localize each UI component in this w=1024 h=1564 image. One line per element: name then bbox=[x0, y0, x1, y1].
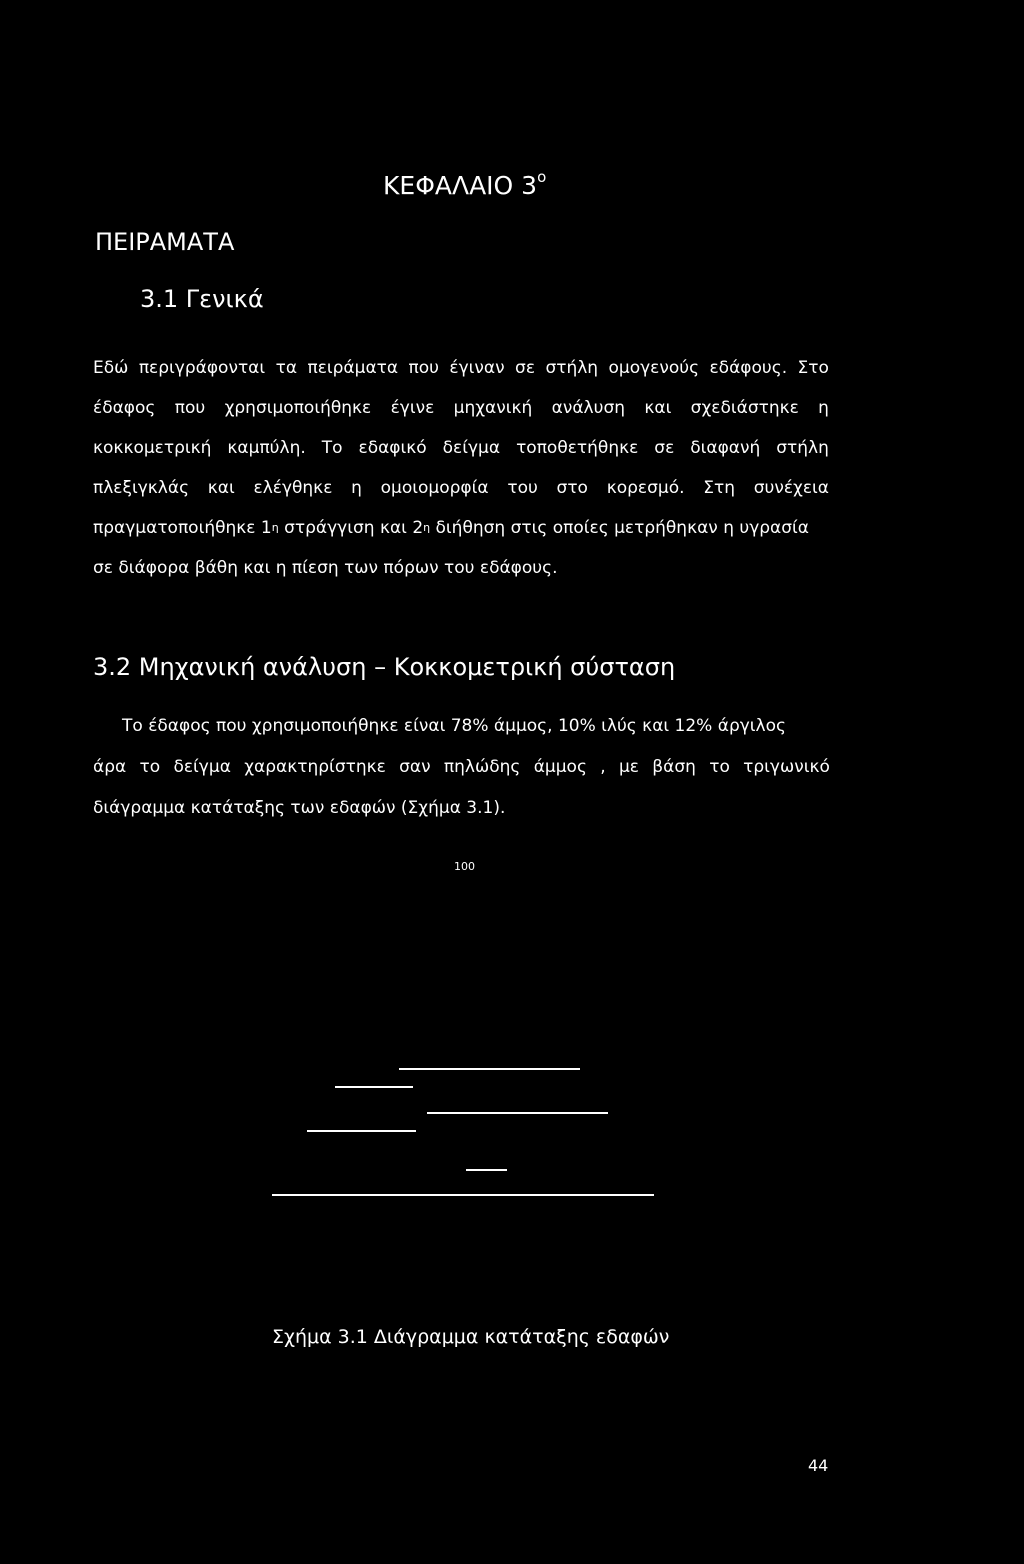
word: , bbox=[600, 757, 606, 777]
word: δείγμα bbox=[442, 438, 501, 458]
word: στο bbox=[556, 478, 588, 498]
section-2-heading: 3.2 Μηχανική ανάλυση – Κοκκομετρική σύσταση bbox=[93, 653, 676, 681]
word: άρα bbox=[93, 757, 127, 777]
word: κοκκομετρική bbox=[93, 438, 212, 458]
text-run: Το έδαφος που χρησιμοποιήθηκε είναι 78% άμμος, 10% ιλύς και 12% άργιλος bbox=[122, 716, 786, 736]
chapter-title-superscript: ο bbox=[537, 168, 547, 186]
word: διαφανή bbox=[690, 438, 761, 458]
word: έδαφος bbox=[93, 398, 156, 418]
word: ελέγθηκε bbox=[253, 478, 333, 498]
word: χαρακτηρίστηκε bbox=[244, 757, 386, 777]
word: εδάφους. bbox=[709, 358, 788, 378]
word: Εδώ bbox=[93, 358, 129, 378]
word: βάση bbox=[652, 757, 696, 777]
word: περιγράφονται bbox=[138, 358, 266, 378]
page-number: 44 bbox=[808, 1456, 829, 1475]
word: ανάλυση bbox=[551, 398, 625, 418]
word: σε bbox=[515, 358, 536, 378]
word: εδαφικό bbox=[358, 438, 427, 458]
word: σαν bbox=[399, 757, 431, 777]
word: τριγωνικό bbox=[743, 757, 830, 777]
word: άμμος bbox=[533, 757, 587, 777]
word: τοποθετήθηκε bbox=[516, 438, 639, 458]
word: δείγμα bbox=[173, 757, 231, 777]
word: έγινε bbox=[390, 398, 435, 418]
text-run: διάγραμμα κατάταξης των εδαφών (Σχήμα 3.1). bbox=[93, 798, 506, 818]
word: κορεσμό. bbox=[606, 478, 685, 498]
text-run: σε διάφορα βάθη και η πίεση των πόρων του εδάφους. bbox=[93, 558, 558, 578]
word: Στη bbox=[703, 478, 735, 498]
word: του bbox=[507, 478, 538, 498]
word: ομοιομορφία bbox=[380, 478, 489, 498]
text-run: πραγματοποιήθηκε 1 bbox=[93, 518, 272, 538]
word: που bbox=[408, 358, 439, 378]
word: Στο bbox=[797, 358, 829, 378]
word: η bbox=[351, 478, 362, 498]
text-run: διήθηση στις οποίες μετρήθηκαν η υγρασία bbox=[430, 518, 809, 538]
chapter-title-text: ΚΕΦΑΛΑΙΟ 3 bbox=[383, 171, 538, 200]
word: καμπύλη. bbox=[227, 438, 306, 458]
word: το bbox=[709, 757, 730, 777]
word: στήλη bbox=[776, 438, 829, 458]
word: και bbox=[644, 398, 672, 418]
word: τα bbox=[275, 358, 298, 378]
word: πλεξιγκλάς bbox=[93, 478, 190, 498]
figure-caption: Σχήμα 3.1 Διάγραμμα κατάταξης εδαφών bbox=[272, 1326, 670, 1348]
word: πειράματα bbox=[307, 358, 399, 378]
superscript: η bbox=[271, 521, 279, 534]
word: που bbox=[174, 398, 206, 418]
word: μηχανική bbox=[453, 398, 533, 418]
word: συνέχεια bbox=[753, 478, 829, 498]
figure-apex-label: 100 bbox=[454, 860, 475, 873]
word: η bbox=[818, 398, 829, 418]
word: χρησιμοποιήθηκε bbox=[224, 398, 372, 418]
text-run: στράγγιση και 2 bbox=[278, 518, 424, 538]
word: το bbox=[139, 757, 161, 777]
word: ομογενούς bbox=[608, 358, 700, 378]
superscript: η bbox=[423, 521, 431, 534]
word: πηλώδης bbox=[443, 757, 521, 777]
word: σχεδιάστηκε bbox=[690, 398, 799, 418]
word: Το bbox=[321, 438, 343, 458]
word: έγιναν bbox=[449, 358, 505, 378]
section-1-heading: 3.1 Γενικά bbox=[140, 285, 264, 313]
word: στήλη bbox=[545, 358, 599, 378]
part-title: ΠΕΙΡΑΜΑΤΑ bbox=[95, 228, 235, 256]
word: και bbox=[207, 478, 235, 498]
word: με bbox=[618, 757, 639, 777]
word: σε bbox=[654, 438, 675, 458]
